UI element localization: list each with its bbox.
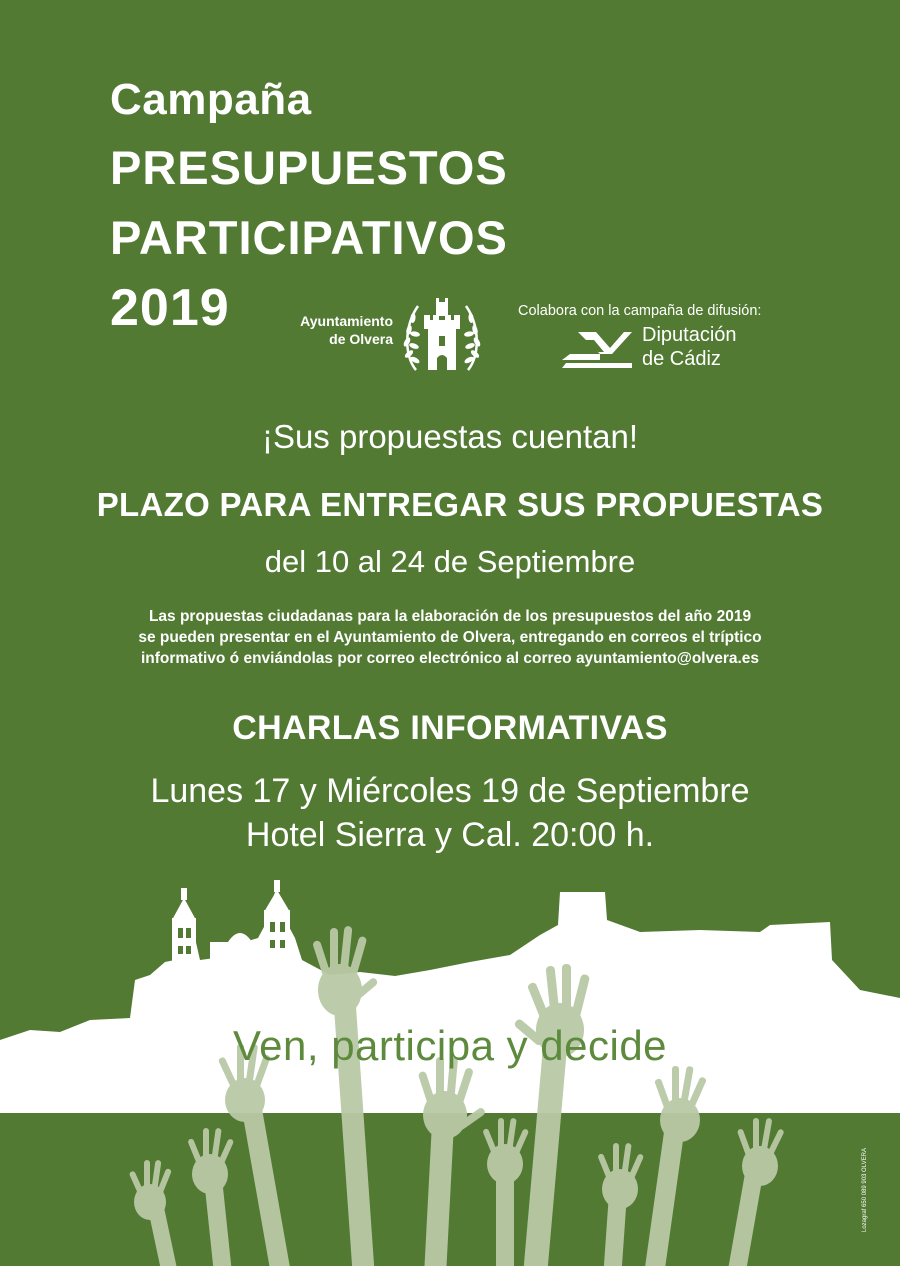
body-line-2: se pueden presentar en el Ayuntamiento de Olvera, entregando en correos el tríptico [138, 629, 762, 646]
title-year: 2019 [110, 279, 230, 337]
body-line-3: informativo ó enviándolas por correo electrónico al correo ayuntamiento@olvera.es [140, 650, 760, 667]
diputacion-logo-icon [560, 326, 634, 372]
plazo-heading: PLAZO PARA ENTREGAR SUS PROPUESTAS [96, 486, 824, 523]
tagline: Ven, participa y decide [232, 1022, 668, 1069]
title-line-3: PARTICIPATIVOS [110, 211, 508, 264]
colabora-label: Colabora con la campaña de difusión: [518, 303, 762, 319]
charlas-venue: Hotel Sierra y Cal. 20:00 h. [245, 816, 655, 854]
charlas-dates: Lunes 17 y Miércoles 19 de Septiembre [150, 772, 750, 810]
diputacion-line-2: de Cádiz [642, 348, 721, 370]
diputacion-line-1: Diputación [642, 324, 737, 346]
charlas-heading: CHARLAS INFORMATIVAS [232, 709, 668, 747]
slogan: ¡Sus propuestas cuentan! [261, 418, 639, 455]
title-line-1: Campaña [110, 75, 312, 124]
diputacion-name [642, 323, 737, 371]
body-paragraph [0, 606, 900, 669]
body-line-1: Las propuestas ciudadanas para la elaboración de los presupuestos del año 2019 [148, 608, 752, 625]
ayuntamiento-line-2: de Olvera [329, 331, 393, 347]
olvera-crest-icon [400, 296, 484, 376]
printer-note: Lozagraf 650 089 903 OLVERA [862, 1148, 868, 1232]
title-line-2: PRESUPUESTOS [110, 141, 508, 194]
ayuntamiento-line-1: Ayuntamiento [300, 313, 393, 329]
plazo-dates: del 10 al 24 de Septiembre [264, 544, 636, 579]
town-and-hands-illustration [0, 880, 900, 1266]
ayuntamiento-label [287, 312, 393, 348]
